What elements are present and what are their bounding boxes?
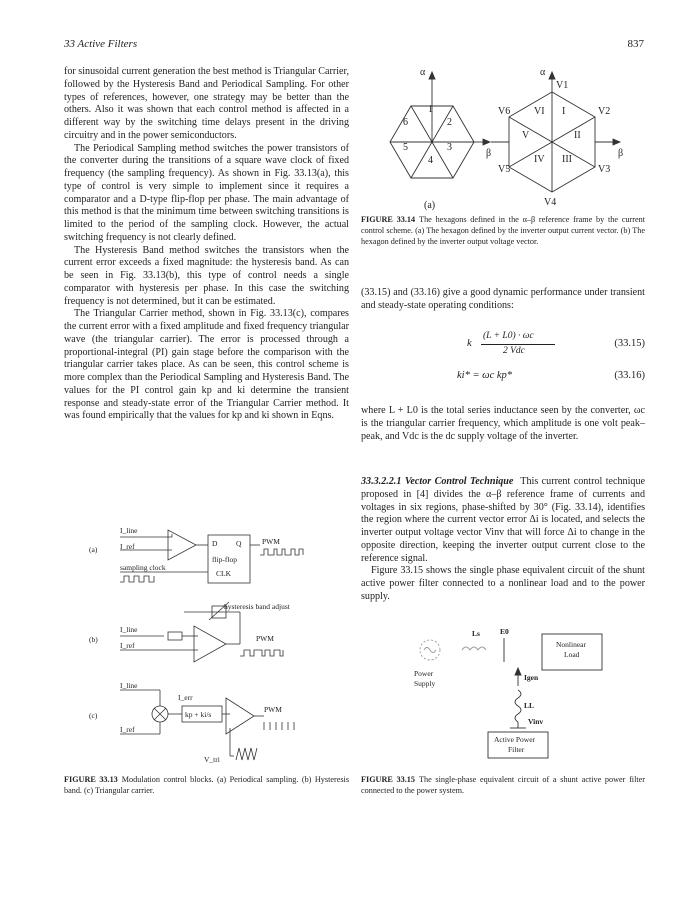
label-i-line: I_line bbox=[120, 625, 138, 634]
caption-label: FIGURE 33.13 bbox=[64, 775, 118, 784]
load-label: Load bbox=[564, 650, 580, 659]
label-pi: kp + ki/s bbox=[185, 710, 212, 719]
pwm-wave-a bbox=[260, 549, 303, 555]
alpha-axis-a: α bbox=[420, 67, 426, 78]
sector-label: 1 bbox=[428, 104, 433, 115]
label-pwm-c: PWM bbox=[264, 705, 282, 714]
triangle-wave bbox=[236, 748, 257, 760]
caption-label: FIGURE 33.15 bbox=[361, 775, 415, 784]
paragraph: for sinusoidal current generation the best method is Triangular Carrier, followed by the Hysteresis Band and Periodical Sampling. For other types of references, however, one strategy may be better than the others. Also it was shown that each control method is affected in a different way by the switching time delays present in the driving circuitry and in the power semiconductors. bbox=[64, 66, 349, 141]
label-sampling-clock: sampling clock bbox=[120, 563, 166, 572]
sector-label: II bbox=[574, 130, 581, 141]
label-igen: Igen bbox=[524, 673, 539, 682]
sector-label: IV bbox=[534, 154, 545, 165]
right-section bbox=[361, 476, 645, 604]
label-ls: Ls bbox=[472, 629, 480, 638]
figure-33-13 bbox=[64, 520, 354, 770]
left-column-text bbox=[64, 66, 349, 423]
label-i-line: I_line bbox=[120, 681, 138, 690]
tag-b: (b) bbox=[89, 635, 98, 644]
paragraph: Figure 33.15 shows the single phase equivalent circuit of the shunt active power filter connected to a nonlinear load and to the power supply. bbox=[361, 565, 645, 602]
fraction-bar bbox=[481, 344, 555, 345]
section-heading: 33.3.2.2.1 Vector Control Technique bbox=[361, 476, 514, 487]
label-i-line: I_line bbox=[120, 526, 138, 535]
ls-inductor bbox=[462, 647, 486, 650]
label-v-tri: V_tri bbox=[204, 755, 220, 764]
beta-axis-b: β bbox=[618, 148, 624, 159]
vertex-label: V2 bbox=[598, 106, 611, 117]
equation-33-16 bbox=[361, 370, 645, 386]
sector-label: 4 bbox=[428, 155, 433, 166]
caption-text: The hexagons defined in the α–β reference frame by the current control scheme. (a) The hexagon defined by the inverter output current vector. (b) The hexagon defined by the inverter output voltage vector. bbox=[361, 215, 646, 246]
label-flip-flop: flip-flop bbox=[212, 555, 237, 564]
label-vinv: Vinv bbox=[528, 717, 544, 726]
resistor-b bbox=[168, 632, 182, 640]
sector-label: 6 bbox=[403, 117, 408, 128]
paragraph: The Periodical Sampling method switches the power transistors of the converter during the transitions of a square wave clock of fixed frequency (the sampling frequency). As shown in Fig. 33.13(a), this type of control is very simple to implement since it requires a comparator and a D-type flip-flop per phase. The main advantage of this method is that the minimum time between switching transitions is limited to the period of the sampling clock. However, the actual switching frequency is not clearly defined. bbox=[64, 142, 349, 243]
label-hysteresis-band: hysteresis band adjust bbox=[224, 602, 290, 611]
supply-label: Supply bbox=[414, 679, 436, 688]
paragraph: The Hysteresis Band method switches the transistors when the current error exceeds a fixed magnitude: the hysteresis band. As can be seen in Fig. 33.13(b), this type of control needs a single comparator with hysteresis per phase. In this case the switching frequency is not determined, but it can be estimated. bbox=[64, 244, 349, 307]
sector-label: VI bbox=[534, 106, 545, 117]
label-i-err: I_err bbox=[178, 693, 193, 702]
figure-33-15-caption bbox=[361, 774, 645, 796]
alpha-axis-b: α bbox=[540, 67, 546, 78]
figure-33-15 bbox=[400, 620, 620, 765]
label-pwm-b: PWM bbox=[256, 634, 274, 643]
pwm-wave-c bbox=[264, 722, 294, 730]
right-paragraph-b: where L + L0 is the total series inductance seen by the converter, ωc is the triangular carrier frequency, which amplitude is one volt peak–peak, and Vdc is the dc supply voltage of the inverter. bbox=[361, 405, 645, 442]
eq-number: (33.15) bbox=[614, 338, 645, 349]
label-ll: LL bbox=[524, 701, 535, 710]
paragraph: The Triangular Carrier method, shown in Fig. 33.13(c), compares the current error with a fixed amplitude and fixed frequency triangular wave (the triangular carrier). The error is processed through a proportional-integral (PI) gain stage before the comparison with the triangular carrier takes place. As can be seen, this control scheme is more complex than the Periodical Sampling and Hysteresis Band. The values for the PI control gain kp and ki determine the transient response and steady-state error of the Triangular Carrier method. It was found empirically that the values for kp and ki shown in Eqns. bbox=[64, 308, 349, 422]
tag-a: (a) bbox=[424, 200, 436, 211]
beta-axis-a: β bbox=[486, 148, 492, 159]
caption-text: Modulation control blocks. (a) Periodical sampling. (b) Hysteresis band. (c) Triangular carrier. bbox=[64, 775, 350, 795]
label-d: D bbox=[212, 539, 218, 548]
load-label: Nonlinear bbox=[556, 640, 586, 649]
supply-label: Power bbox=[414, 669, 434, 678]
pwm-wave-b bbox=[240, 650, 283, 656]
sector-label: I bbox=[562, 106, 566, 117]
figure-33-14-caption bbox=[361, 214, 645, 247]
sector-label: 3 bbox=[447, 142, 452, 153]
label-i-ref: I_ref bbox=[120, 725, 135, 734]
eq-number: (33.16) bbox=[614, 370, 645, 381]
label-clk: CLK bbox=[216, 569, 231, 578]
sector-label: V bbox=[522, 130, 530, 141]
label-i-ref: I_ref bbox=[120, 641, 135, 650]
apf-label: Active Power bbox=[494, 735, 536, 744]
vertex-label: V1 bbox=[556, 80, 569, 91]
vertex-label: V5 bbox=[498, 164, 511, 175]
sector-label: 5 bbox=[403, 142, 408, 153]
label-pwm-a: PWM bbox=[262, 537, 280, 546]
figure-33-13-caption bbox=[64, 774, 349, 796]
equation-33-15 bbox=[361, 330, 645, 356]
caption-label: FIGURE 33.14 bbox=[361, 215, 416, 224]
sector-label: 2 bbox=[447, 117, 452, 128]
eq-lhs: k bbox=[467, 338, 472, 349]
paragraph: This current control technique proposed in [4] divides the α–β reference frame of currents and voltages in six regions, phase-shifted by 30° (Fig. 33.14), identifies the region where the current vector error Δi is located, and selects the inverter output voltage vector Vinv that will force Δi to change in the opposite direction, keeping the inverter output current close to the reference signal. bbox=[361, 476, 645, 564]
vertex-label: V3 bbox=[598, 164, 611, 175]
running-header: 33 Active Filters bbox=[64, 38, 138, 50]
tag-c: (c) bbox=[89, 711, 98, 720]
label-q: Q bbox=[236, 539, 242, 548]
apf-label: Filter bbox=[508, 745, 525, 754]
right-paragraph-a: (33.15) and (33.16) give a good dynamic performance under transient and steady-state operating conditions: bbox=[361, 287, 645, 311]
caption-text: The single-phase equivalent circuit of a shunt active power filter connected to the power system. bbox=[361, 775, 645, 795]
sector-label: III bbox=[562, 154, 572, 165]
vertex-label: V6 bbox=[498, 106, 511, 117]
page-number: 837 bbox=[627, 38, 644, 50]
ll-inductor bbox=[515, 690, 521, 722]
label-i-ref: I_ref bbox=[120, 542, 135, 551]
comparator-b bbox=[194, 626, 226, 662]
eq-expr: ki* = ωc kp* bbox=[457, 370, 513, 381]
eq-denominator: 2 Vdc bbox=[503, 346, 525, 356]
label-e0: E0 bbox=[500, 627, 509, 636]
eq-numerator: (L + L0) · ωc bbox=[483, 331, 534, 341]
tag-a: (a) bbox=[89, 545, 98, 554]
figure-33-14 bbox=[362, 62, 646, 212]
vertex-label: V4 bbox=[544, 197, 557, 208]
clock-wave bbox=[120, 576, 154, 582]
